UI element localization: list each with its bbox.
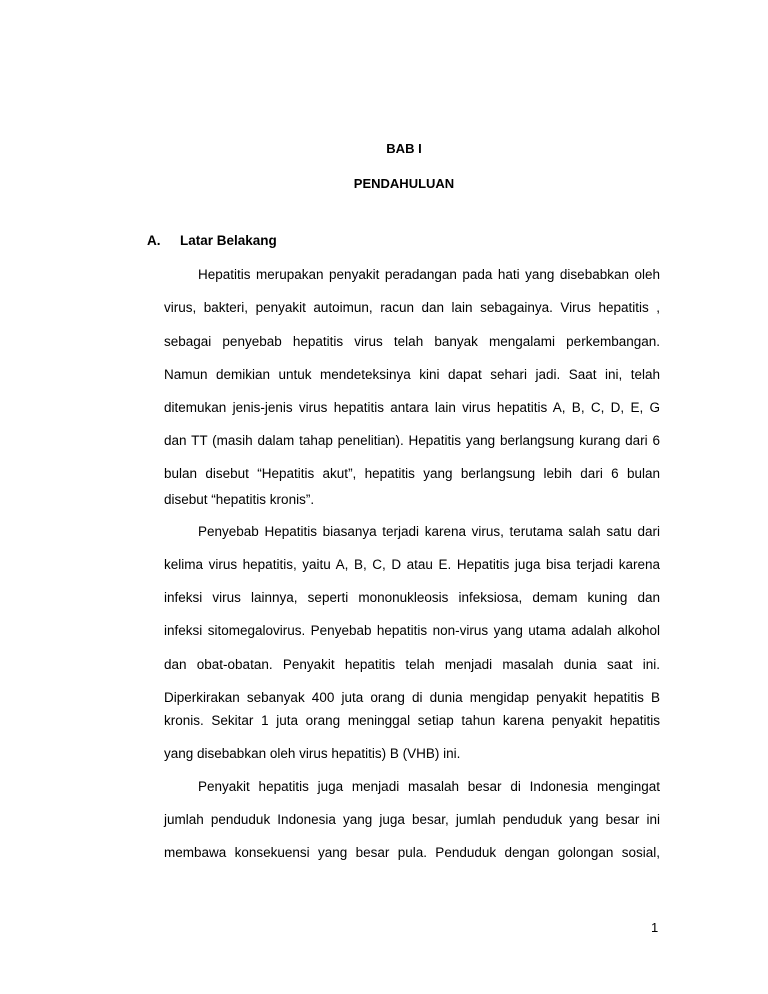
section-letter: A. — [147, 233, 161, 248]
paragraph-line: disebut “hepatitis kronis”. — [164, 492, 315, 507]
paragraph-line: sebagai penyebab hepatitis virus telah banyak mengalami perkembangan. — [164, 334, 660, 349]
paragraph-line: dan TT (masih dalam tahap penelitian). Hepatitis yang berlangsung kurang dari 6 — [164, 433, 660, 448]
paragraph-line: Namun demikian untuk mendeteksinya kini dapat sehari jadi. Saat ini, telah — [164, 367, 660, 382]
paragraph-line: Penyebab Hepatitis biasanya terjadi karena virus, terutama salah satu dari — [198, 524, 660, 539]
paragraph-line: Hepatitis merupakan penyakit peradangan pada hati yang disebabkan oleh — [198, 267, 660, 282]
paragraph-line: membawa konsekuensi yang besar pula. Penduduk dengan golongan sosial, — [164, 845, 660, 860]
paragraph-line: infeksi sitomegalovirus. Penyebab hepatitis non-virus yang utama adalah alkohol — [164, 623, 660, 638]
paragraph-line: virus, bakteri, penyakit autoimun, racun dan lain sebagainya. Virus hepatitis , — [164, 300, 660, 315]
paragraph-line: Penyakit hepatitis juga menjadi masalah besar di Indonesia mengingat — [198, 779, 660, 794]
paragraph-line: Diperkirakan sebanyak 400 juta orang di dunia mengidap penyakit hepatitis B — [164, 690, 660, 705]
paragraph-line: dan obat-obatan. Penyakit hepatitis telah menjadi masalah dunia saat ini. — [164, 657, 660, 672]
paragraph-line: jumlah penduduk Indonesia yang juga besar, jumlah penduduk yang besar ini — [164, 812, 660, 827]
paragraph-line: infeksi virus lainnya, seperti mononukleosis infeksiosa, demam kuning dan — [164, 590, 660, 605]
paragraph-line: bulan disebut “Hepatitis akut”, hepatitis yang berlangsung lebih dari 6 bulan — [164, 466, 660, 481]
paragraph-line: ditemukan jenis-jenis virus hepatitis antara lain virus hepatitis A, B, C, D, E, G — [164, 400, 660, 415]
chapter-number: BAB I — [386, 141, 422, 156]
page-number: 1 — [651, 920, 659, 935]
chapter-title: PENDAHULUAN — [353, 176, 455, 191]
section-title: Latar Belakang — [180, 233, 277, 248]
section-heading — [147, 233, 277, 248]
paragraph-line: kronis. Sekitar 1 juta orang meninggal setiap tahun karena penyakit hepatitis — [164, 713, 660, 728]
paragraph-line: kelima virus hepatitis, yaitu A, B, C, D atau E. Hepatitis juga bisa terjadi karena — [164, 557, 660, 572]
paragraph-line: yang disebabkan oleh virus hepatitis) B (VHB) ini. — [164, 746, 461, 761]
